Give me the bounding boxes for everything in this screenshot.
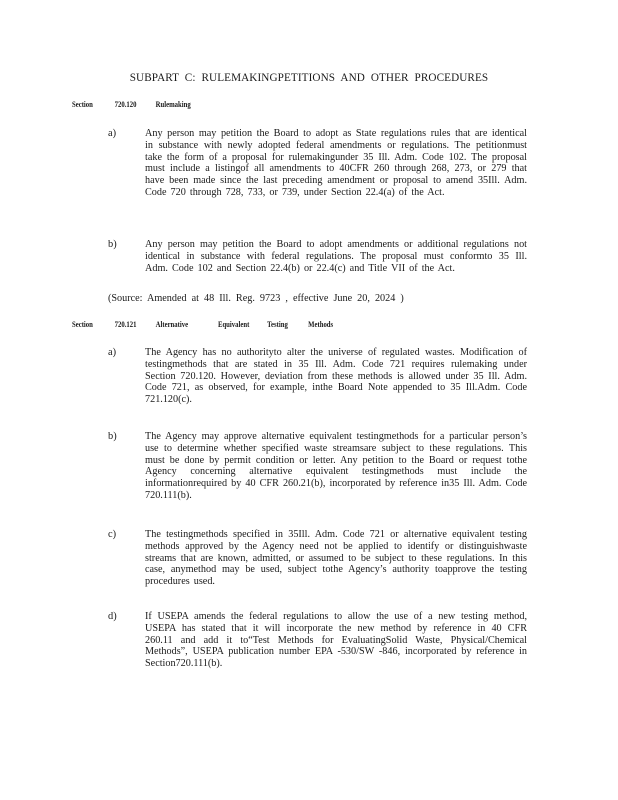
item-paragraph: The testingmethods specified in 35Ill. Adm. Code 721 or alternative equivalent testing methods approved by the Agency need not be applied to identify or distinguishwaste streams that are known, admitted, or assumed to be subject to these regulations. In this case, anymethod may be used, subject tothe Agency’s authority toapprove the testing procedures used.: [145, 529, 527, 588]
item-marker: c): [108, 529, 117, 540]
section-title: Rulemaking: [155, 100, 191, 109]
section-title-word: Methods: [308, 320, 334, 329]
section-title-word: Equivalent: [217, 320, 250, 329]
item-marker: a): [108, 347, 117, 358]
section-label: Section: [72, 320, 93, 329]
section-title-word: Testing: [267, 320, 288, 329]
item-marker: b): [108, 431, 117, 442]
item-paragraph: The Agency may approve alternative equivalent testingmethods for a particular person’s use to determine whether specified waste streamsare subject to these regulations. This must be done by permit condition or letter. Any petition to the Board or request tothe Agency concerning alternative equivalent testingmethods must include the informationrequired by 40 CFR 260.21(b), incorporated by reference in35 Ill. Adm. Code 720.111(b).: [145, 431, 527, 501]
item-marker: a): [108, 128, 117, 139]
item-marker: d): [108, 611, 117, 622]
source-note: (Source: Amended at 48 Ill. Reg. 9723 , effective June 20, 2024 ): [108, 293, 404, 304]
section-number: 720.121: [114, 320, 137, 329]
item-marker: b): [108, 239, 117, 250]
item-paragraph: Any person may petition the Board to adopt as State regulations rules that are identical in substance with newly adopted federal amendments or regulations. The petitionmust take the form of a proposal for rulemakingunder 35 Ill. Adm. Code 102. The proposal must include a listingof all amendments to 40CFR 260 through 268, 273, or 279 that have been made since the last preceding amendment or proposal to amend 35Ill. Adm. Code 720 through 728, 733, or 739, under Section 22.4(a) of the Act.: [145, 128, 527, 198]
section-number: 720.120: [114, 100, 137, 109]
section-heading-720-120: [72, 100, 191, 109]
section-label: Section: [72, 100, 93, 109]
section-heading-720-121: [72, 320, 333, 329]
item-paragraph: Any person may petition the Board to adopt amendments or additional regulations not identical in substance with federal regulations. The proposal must conformto 35 Ill. Adm. Code 102 and Section 22.4(b) or 22.4(c) and Title VII of the Act.: [145, 239, 527, 274]
item-paragraph: The Agency has no authorityto alter the universe of regulated wastes. Modification of testingmethods that are stated in 35 Ill. Adm. Code 721 requires rulemaking under Section 720.120. However, deviation from these methods is allowed under 35 Ill. Adm. Code 721, as observed, for example, inthe Board Note appended to 35 Ill.Adm. Code 721.120(c).: [145, 347, 527, 406]
section-title-word: Alternative: [155, 320, 189, 329]
subpart-title: SUBPART C: RULEMAKINGPETITIONS AND OTHER PROCEDURES: [129, 72, 489, 84]
item-paragraph: If USEPA amends the federal regulations to allow the use of a new testing method, USEPA has stated that it will incorporate the new method by reference in 40 CFR 260.11 and add it to“Test Methods for EvaluatingSolid Waste, Physical/Chemical Methods”, USEPA publication number EPA -530/SW -846, incorporated by reference in Section720.111(b).: [145, 611, 527, 670]
